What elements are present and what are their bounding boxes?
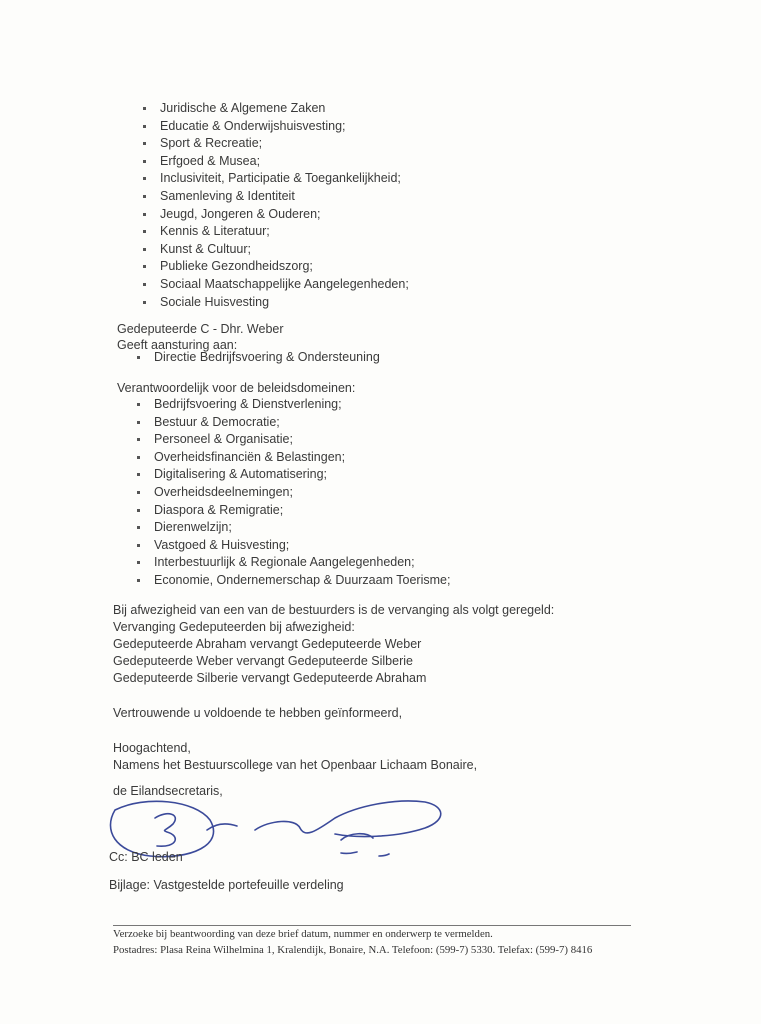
document-page: Juridische & Algemene Zaken Educatie & Onderwijshuisvesting; Sport & Recreatie; Erfgoed & Musea; Inclusiviteit, Participatie & Toegankelijkheid; Samenleving & Identiteit Jeugd, Jongeren & Ouderen; Kennis & Literatuur; Kunst & Cultuur; Publieke Gezondheidszorg; Sociaal Maatschappelijke Aangelegenheden; Sociale Huisvesting Gedeputeerde C - Dhr. Weber Geeft aansturing aan: Directie Bedrijfsvoering & Ondersteuning Verantwoordelijk voor de beleidsdomeinen: Bedrijfsvoering & Dienstverlening; Bestuur & Democratie; Personeel & Organisatie; Overheidsfinanciën & Belastingen; Digitalisering & Automatisering; Overheidsdeelnemingen; Diaspora & Remigratie; Dierenwelzijn; Vastgoed & Huisvesting; Interbestuurlijk & Regionale Aangelegenheden; Economie, Ondernemerschap & Duurzaam Toerisme; Bij afwezigheid van een van de bestuurders is de vervanging als volgt geregeld: Vervanging Gedeputeerden bij afwezigheid: Gedeputeerde Abraham vervangt Gedeputeerde Weber Gedeputeerde Weber vervangt Gedeputeerde Silberie Gedeputeerde Silberie vervangt Gedeputeerde Abraham Vertrouwende u voldoende te hebben geïnformeerd, Hoogachtend, Namens het Bestuurscollege van het Openbaar Lichaam Bonaire, de Eilandsecretaris, Cc: BC leden Bijlage: Vastgestelde portefeuille verdeling Verzoeke bij beantwoording van deze brief datum, nummer en onderwerp te vermelden. Postadres: Plasa Reina Wilhelmina 1, Kralendijk, Bonaire, N.A. Telefoon: (599-7) 5330. Telefax: (599-7) 8416: [0, 0, 761, 1024]
bijlage-line: Bijlage: Vastgestelde portefeuille verdeling: [109, 878, 344, 892]
vervanging-label: Vervanging Gedeputeerden bij afwezigheid:: [113, 620, 355, 634]
cc-line: Cc: BC leden: [109, 850, 183, 864]
vervanging-line: Gedeputeerde Weber vervangt Gedeputeerde Silberie: [113, 654, 413, 668]
verantwoordelijk-label: Verantwoordelijk voor de beleidsdomeinen:: [117, 381, 356, 395]
footer-line-2: Postadres: Plasa Reina Wilhelmina 1, Kralendijk, Bonaire, N.A. Telefoon: (599-7) 5330. Telefax: (599-7) 8416: [113, 944, 593, 956]
footer-line-1: Verzoeke bij beantwoording van deze brief datum, nummer en onderwerp te vermelden.: [113, 928, 493, 940]
namens-line: Namens het Bestuurscollege van het Openbaar Lichaam Bonaire,: [113, 758, 478, 772]
signer-title: de Eilandsecretaris,: [113, 784, 223, 798]
section-c-title: Gedeputeerde C - Dhr. Weber: [117, 322, 284, 336]
aansturing-label: Geeft aansturing aan:: [117, 338, 238, 352]
greeting: Hoogachtend,: [113, 741, 191, 755]
vervanging-intro: Bij afwezigheid van een van de bestuurders is de vervanging als volgt geregeld:: [113, 603, 555, 617]
footer-divider: [113, 925, 631, 926]
vertrouwende-line: Vertrouwende u voldoende te hebben geïnformeerd,: [113, 706, 403, 720]
vervanging-line: Gedeputeerde Abraham vervangt Gedeputeerde Weber: [113, 637, 422, 651]
vervanging-line: Gedeputeerde Silberie vervangt Gedeputeerde Abraham: [113, 671, 427, 685]
